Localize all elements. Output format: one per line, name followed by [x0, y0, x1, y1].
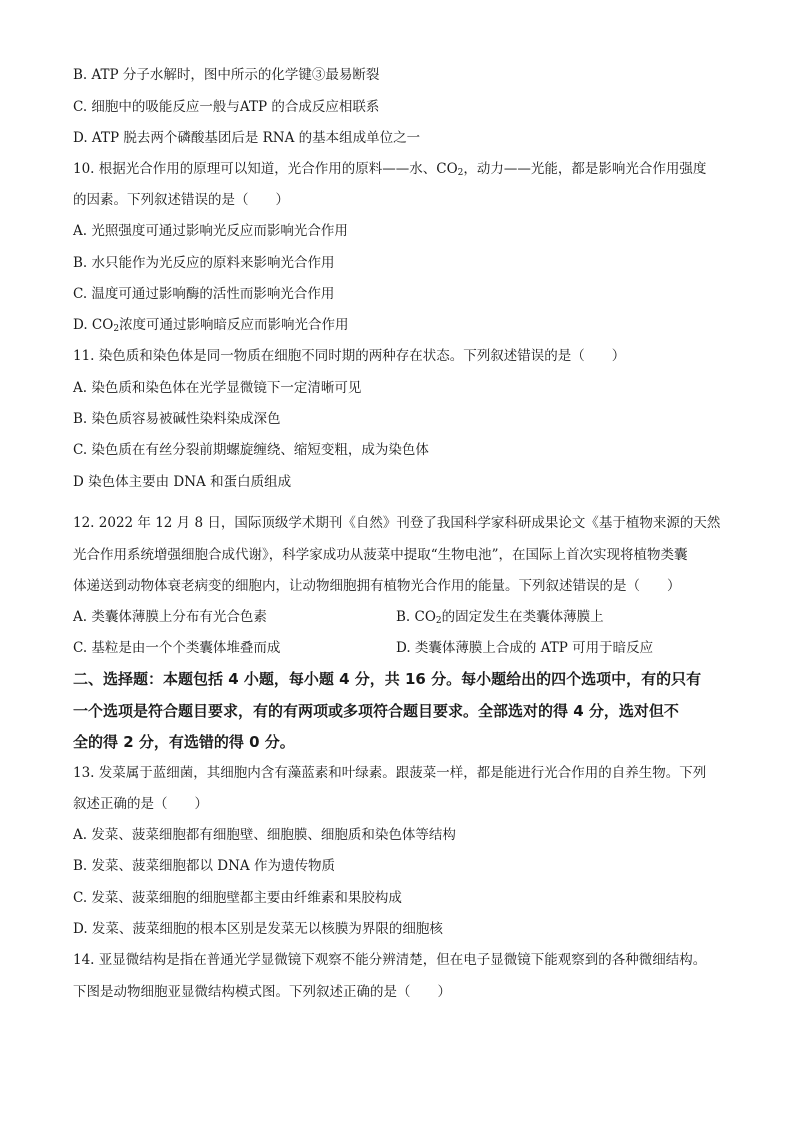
q12-stem-line1: 12. 2022 年 12 月 8 日，国际顶级学术期刊《自然》刊登了我国科学家科研成果论文《基于植物来源的天然	[73, 515, 721, 531]
section2-instructions-line1: 二、选择题：本题包括 4 小题，每小题 4 分，共 16 分。每小题给出的四个选项中，有的只有	[73, 670, 702, 688]
q11-stem: 11. 染色质和染色体是同一物质在细胞不同时期的两种存在状态。下列叙述错误的是（ ）	[73, 348, 626, 364]
q11-option-c: C. 染色质在有丝分裂前期螺旋缠绕、缩短变粗，成为染色体	[73, 442, 429, 458]
q11-option-d: D 染色体主要由 DNA 和蛋白质组成	[73, 474, 292, 490]
q10-option-a: A. 光照强度可通过影响光反应而影响光合作用	[73, 223, 348, 239]
q13-option-d: D. 发菜、菠菜细胞的根本区别是发菜无以核膜为界限的细胞核	[73, 921, 443, 937]
q13-stem-line1: 13. 发菜属于蓝细菌，其细胞内含有藻蓝素和叶绿素。跟菠菜一样，都是能进行光合作用的自养生物。下列	[73, 765, 707, 781]
q10-option-b: B. 水只能作为光反应的原料来影响光合作用	[73, 255, 335, 271]
q12-option-b: B. $CO_2$的固定发生在类囊体薄膜上	[396, 609, 604, 626]
q14-stem-line1: 14. 亚显微结构是指在普通光学显微镜下观察不能分辨清楚，但在电子显微镜下能观察到的各种微细结构。	[73, 952, 707, 968]
q13-option-a: A. 发菜、菠菜细胞都有细胞壁、细胞膜、细胞质和染色体等结构	[73, 827, 456, 843]
q13-option-b: B. 发菜、菠菜细胞都以 DNA 作为遗传物质	[73, 858, 335, 874]
q12-option-a: A. 类囊体薄膜上分布有光合色素	[73, 609, 267, 625]
q9-option-b: B. ATP 分子水解时，图中所示的化学键③最易断裂	[73, 67, 380, 83]
section2-instructions-line3: 全的得 2 分，有选错的得 0 分。	[73, 733, 295, 751]
q11-option-b: B. 染色质容易被碱性染料染成深色	[73, 411, 281, 427]
q13-option-c: C. 发菜、菠菜细胞的细胞壁都主要由纤维素和果胶构成	[73, 890, 402, 906]
q12-stem-line2: 光合作用系统增强细胞合成代谢》，科学家成功从菠菜中提取“生物电池”，在国际上首次实现将植物类囊	[73, 547, 688, 563]
section2-instructions-line2: 一个选项是符合题目要求，有的有两项或多项符合题目要求。全部选对的得 4 分，选对但不	[73, 702, 679, 720]
q14-stem-line2: 下图是动物细胞亚显微结构模式图。下列叙述正确的是（ ）	[73, 984, 451, 1000]
q10-stem-line2: 的因素。下列叙述错误的是（ ）	[73, 192, 289, 208]
q10-stem-line1: 10. 根据光合作用的原理可以知道，光合作用的原料——水、$CO_2$，动力——光能，都是影响光合作用强度	[73, 161, 707, 178]
q12-option-c: C. 基粒是由一个个类囊体堆叠而成	[73, 640, 281, 656]
q10-option-d: D. $CO_2$浓度可通过影响暗反应而影响光合作用	[73, 317, 349, 334]
q9-option-c: C. 细胞中的吸能反应一般与ATP 的合成反应相联系	[73, 99, 380, 115]
q11-option-a: A. 染色质和染色体在光学显微镜下一定清晰可见	[73, 380, 362, 396]
q12-option-d: D. 类囊体薄膜上合成的 ATP 可用于暗反应	[396, 640, 654, 656]
q13-stem-line2: 叙述正确的是（ ）	[73, 796, 208, 812]
q12-stem-line3: 体递送到动物体衰老病变的细胞内，让动物细胞拥有植物光合作用的能量。下列叙述错误的是（ ）	[73, 578, 681, 594]
q9-option-d: D. ATP 脱去两个磷酸基团后是 RNA 的基本组成单位之一	[73, 130, 421, 146]
q10-option-c: C. 温度可通过影响酶的活性而影响光合作用	[73, 286, 335, 302]
